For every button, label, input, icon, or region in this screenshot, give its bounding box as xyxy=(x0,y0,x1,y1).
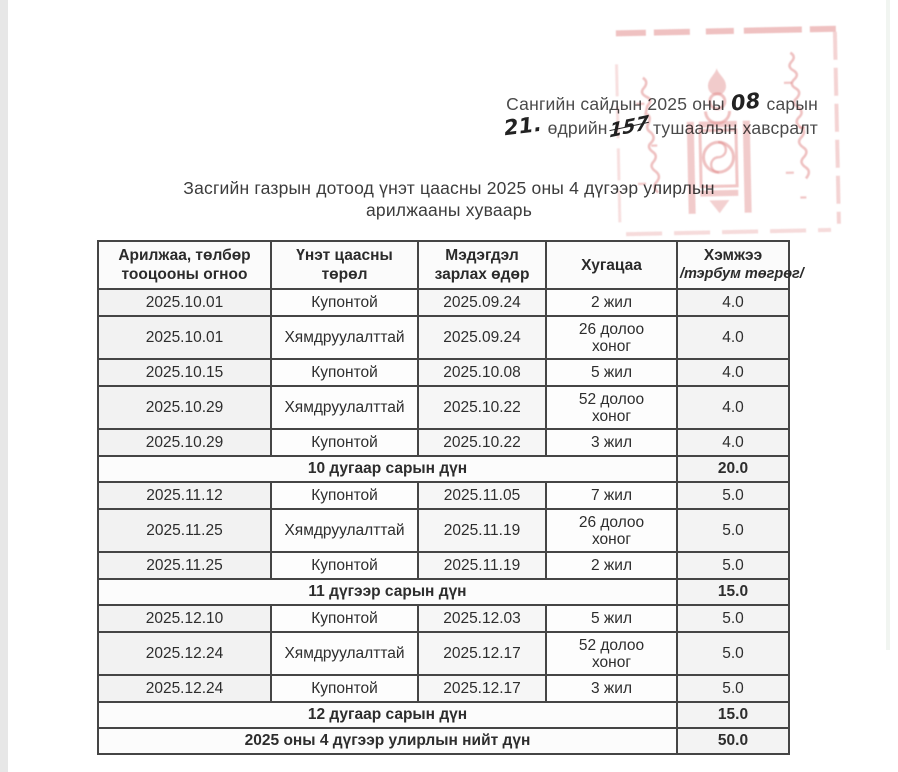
summary-amount: 15.0 xyxy=(677,702,789,728)
cell-security: Купонтой xyxy=(271,359,418,386)
cell-notice: 2025.12.17 xyxy=(418,675,546,702)
cell-term: 3 жил xyxy=(546,675,677,702)
cell-security: Хямдруулалттай xyxy=(271,386,418,429)
note-printed-text: Сангийн сайдын 2025 оны xyxy=(506,94,725,114)
cell-amount: 5.0 xyxy=(677,632,789,675)
summary-amount: 15.0 xyxy=(677,579,789,605)
header-amount-unit: /тэрбум төгрөг/ xyxy=(680,266,804,282)
summary-label: 10 дугаар сарын дүн xyxy=(98,456,677,482)
table-row xyxy=(98,509,789,552)
summary-amount: 20.0 xyxy=(677,456,789,482)
header-amount xyxy=(677,241,804,289)
note-printed-text: сарын xyxy=(766,94,818,114)
cell-notice: 2025.12.03 xyxy=(418,605,546,632)
cell-date: 2025.11.25 xyxy=(98,552,271,579)
cell-security: Хямдруулалттай xyxy=(271,509,418,552)
cell-security: Купонтой xyxy=(271,605,418,632)
header-term: Хугацаа xyxy=(546,241,677,289)
cell-notice: 2025.10.08 xyxy=(418,359,546,386)
cell-amount: 5.0 xyxy=(677,509,789,552)
cell-security: Купонтой xyxy=(271,552,418,579)
cell-notice: 2025.12.17 xyxy=(418,632,546,675)
cell-amount: 4.0 xyxy=(677,316,789,359)
cell-amount: 5.0 xyxy=(677,552,789,579)
table-row xyxy=(98,675,789,702)
cell-date: 2025.10.01 xyxy=(98,289,271,316)
cell-security: Хямдруулалттай xyxy=(271,632,418,675)
header-trade-date: Арилжаа, төлбөр тооцооны огноо xyxy=(98,241,271,289)
table-body xyxy=(98,289,789,754)
cell-date: 2025.10.15 xyxy=(98,359,271,386)
appendix-note xyxy=(398,88,818,143)
note-printed-text: өдрийн xyxy=(547,118,608,138)
cell-term: 5 жил xyxy=(546,359,677,386)
cell-term: 2 жил xyxy=(546,552,677,579)
cell-amount: 5.0 xyxy=(677,675,789,702)
cell-notice: 2025.09.24 xyxy=(418,316,546,359)
table-row xyxy=(98,482,789,509)
document-title xyxy=(0,177,898,221)
cell-date: 2025.12.10 xyxy=(98,605,271,632)
cell-term: 52 долоо хоног xyxy=(546,632,677,675)
cell-date: 2025.10.01 xyxy=(98,316,271,359)
cell-notice: 2025.10.22 xyxy=(418,386,546,429)
cell-amount: 4.0 xyxy=(677,289,789,316)
handwritten-day: 21. xyxy=(502,111,543,141)
table-row xyxy=(98,632,789,675)
cell-notice: 2025.09.24 xyxy=(418,289,546,316)
cell-date: 2025.11.25 xyxy=(98,509,271,552)
appendix-note-line2 xyxy=(398,111,818,143)
cell-term: 7 жил xyxy=(546,482,677,509)
cell-amount: 5.0 xyxy=(677,482,789,509)
note-printed-text: тушаалын хавсралт xyxy=(652,118,818,138)
cell-notice: 2025.11.05 xyxy=(418,482,546,509)
summary-row xyxy=(98,579,789,605)
table-row xyxy=(98,429,789,456)
handwritten-order-number: 157 xyxy=(608,111,649,143)
table-row xyxy=(98,289,789,316)
cell-term: 26 долоо хоног xyxy=(546,509,677,552)
scan-edge-right xyxy=(886,0,890,650)
table-row xyxy=(98,386,789,429)
title-line1: Засгийн газрын дотоод үнэт цаасны 2025 оны 4 дүгээр улирлын xyxy=(183,178,715,198)
table-header-row xyxy=(98,241,789,289)
cell-amount: 4.0 xyxy=(677,359,789,386)
schedule-table xyxy=(97,240,804,755)
cell-notice: 2025.11.19 xyxy=(418,552,546,579)
handwritten-month: 08 xyxy=(729,88,762,116)
cell-date: 2025.11.12 xyxy=(98,482,271,509)
cell-notice: 2025.11.19 xyxy=(418,509,546,552)
cell-term: 26 долоо хоног xyxy=(546,316,677,359)
cell-amount: 4.0 xyxy=(677,429,789,456)
summary-row xyxy=(98,456,789,482)
cell-date: 2025.12.24 xyxy=(98,675,271,702)
cell-term: 3 жил xyxy=(546,429,677,456)
scan-edge-left xyxy=(0,0,8,772)
cell-term: 52 долоо хоног xyxy=(546,386,677,429)
cell-security: Купонтой xyxy=(271,429,418,456)
summary-label: 2025 оны 4 дүгээр улирлын нийт дүн xyxy=(98,728,677,754)
cell-term: 2 жил xyxy=(546,289,677,316)
appendix-note-line1 xyxy=(398,88,818,116)
cell-notice: 2025.10.22 xyxy=(418,429,546,456)
header-notice-date: Мэдэгдэл зарлах өдөр xyxy=(418,241,546,289)
cell-date: 2025.10.29 xyxy=(98,386,271,429)
title-line2: арилжааны хуваарь xyxy=(365,200,533,220)
table-row xyxy=(98,316,789,359)
table-row xyxy=(98,552,789,579)
cell-date: 2025.10.29 xyxy=(98,429,271,456)
cell-amount: 5.0 xyxy=(677,605,789,632)
header-security-type: Үнэт цаасны төрөл xyxy=(271,241,418,289)
cell-term: 5 жил xyxy=(546,605,677,632)
cell-security: Купонтой xyxy=(271,675,418,702)
summary-label: 11 дүгээр сарын дүн xyxy=(98,579,677,605)
cell-security: Хямдруулалттай xyxy=(271,316,418,359)
cell-security: Купонтой xyxy=(271,289,418,316)
header-amount-label: Хэмжээ xyxy=(703,247,763,264)
summary-row xyxy=(98,702,789,728)
summary-amount: 50.0 xyxy=(677,728,789,754)
table-row xyxy=(98,605,789,632)
total-row xyxy=(98,728,789,754)
cell-date: 2025.12.24 xyxy=(98,632,271,675)
cell-security: Купонтой xyxy=(271,482,418,509)
summary-label: 12 дугаар сарын дүн xyxy=(98,702,677,728)
cell-amount: 4.0 xyxy=(677,386,789,429)
table-row xyxy=(98,359,789,386)
